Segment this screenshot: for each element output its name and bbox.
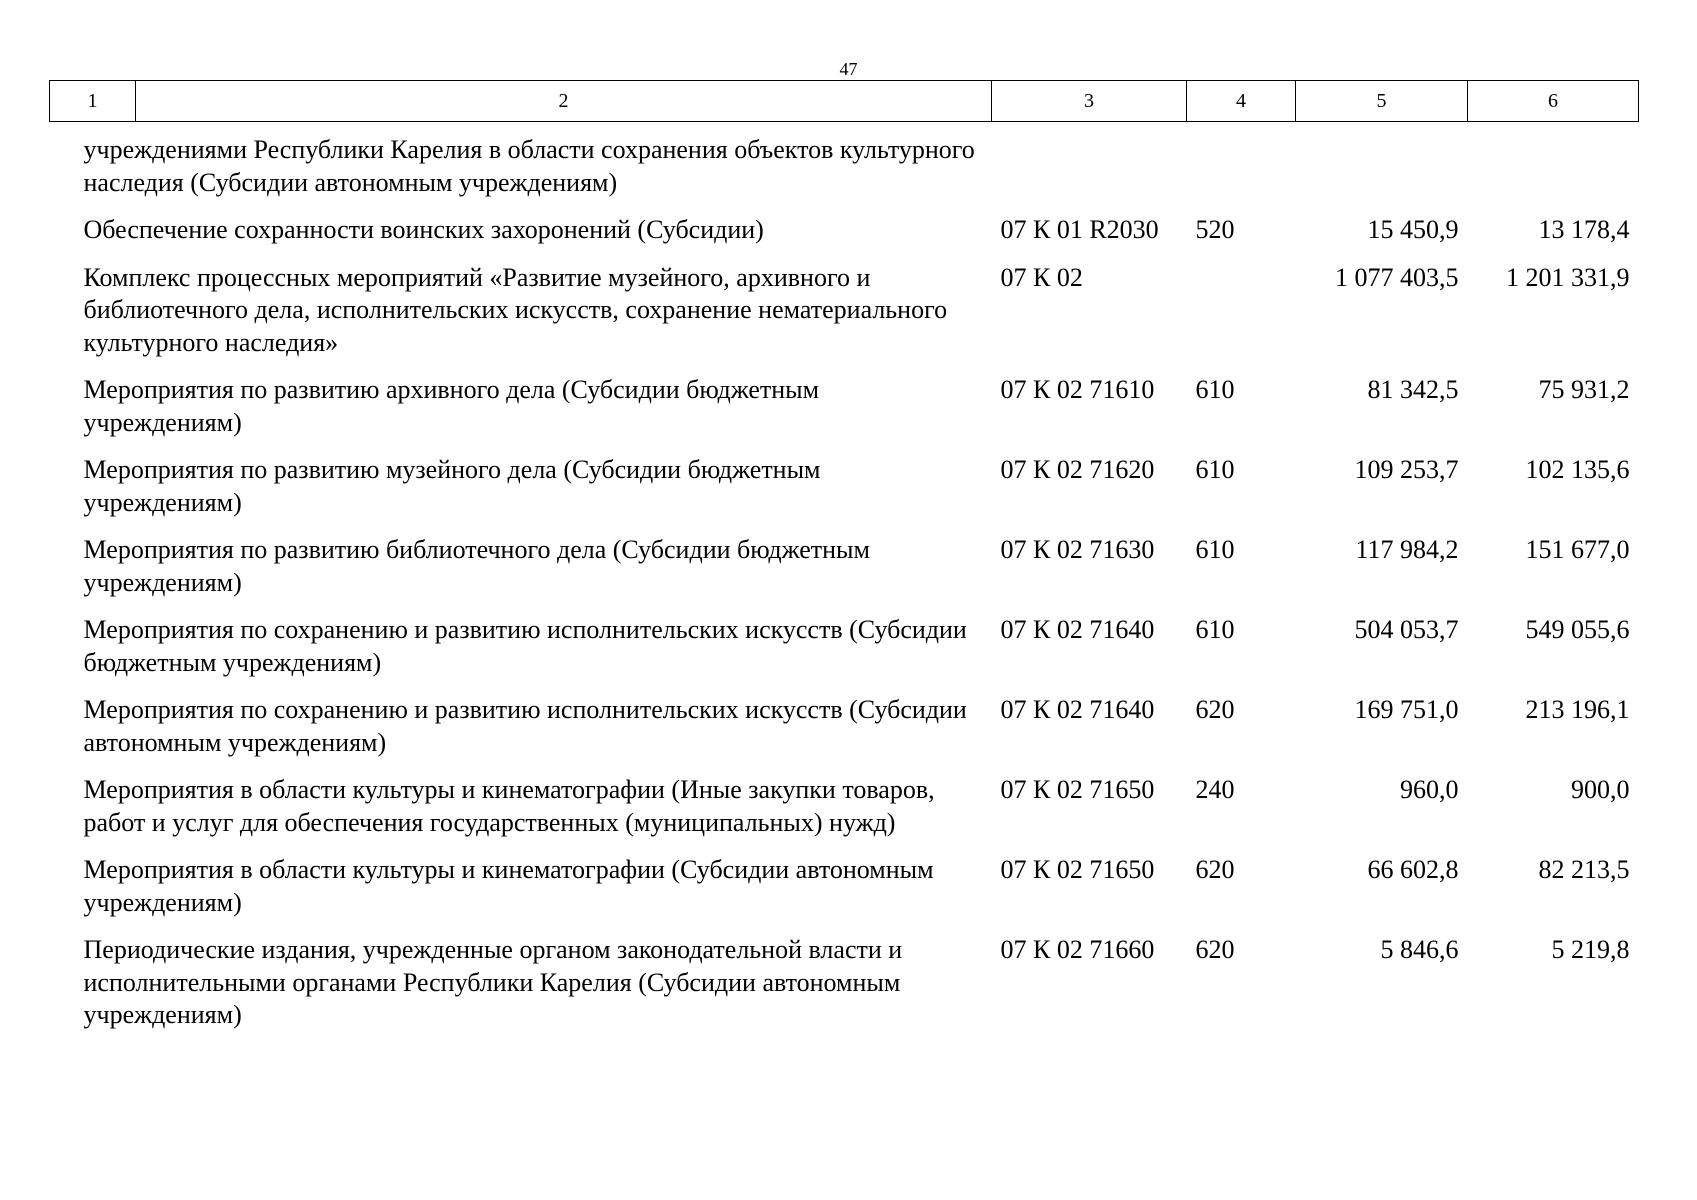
- row-expense-type: 620: [1195, 935, 1235, 964]
- row-value-5: [1296, 122, 1468, 200]
- row-code: 07 К 02 71640: [1000, 695, 1155, 724]
- row-value-6: 151 677,0: [1525, 535, 1630, 564]
- row-name: Периодические издания, учрежденные органом законодательной власти и исполнительными органами Республики Карелия (Субсидии автономным учреждениям): [83, 935, 903, 1029]
- row-code: 07 К 02: [1000, 262, 1083, 292]
- table-row: [50, 519, 1639, 599]
- row-code: 07 К 02 71650: [1000, 775, 1155, 804]
- table-row: [50, 122, 1639, 200]
- row-name: Обеспечение сохранности воинских захоронений (Субсидии): [83, 215, 764, 244]
- row-value-5: 504 053,7: [1354, 615, 1459, 644]
- column-header-3: 3: [992, 81, 1187, 122]
- row-name: Мероприятия по развитию музейного дела (Субсидии бюджетным учреждениям): [83, 455, 821, 517]
- row-code: 07 К 02 71610: [1000, 375, 1155, 404]
- row-value-5: 66 602,8: [1367, 855, 1459, 884]
- table-row: [50, 679, 1639, 759]
- row-code: 07 К 02 71640: [1000, 615, 1155, 644]
- row-name: Мероприятия по развитию архивного дела (Субсидии бюджетным учреждениям): [83, 375, 820, 437]
- row-value-6: 900,0: [1571, 775, 1630, 804]
- table-row: [50, 199, 1639, 247]
- page-number: 47: [839, 59, 858, 79]
- row-value-5: 1 077 403,5: [1335, 262, 1459, 292]
- row-expense-type: 610: [1195, 375, 1235, 404]
- table-row: [50, 759, 1639, 839]
- table-row: [50, 919, 1639, 1032]
- row-value-5: 15 450,9: [1367, 215, 1459, 244]
- row-expense-type: 610: [1195, 535, 1235, 564]
- row-expense-type: [1187, 247, 1296, 360]
- row-value-5: 109 253,7: [1354, 455, 1459, 484]
- row-value-6: 13 178,4: [1538, 215, 1630, 244]
- row-code: 07 К 02 71630: [1000, 535, 1155, 564]
- table-row: [50, 599, 1639, 679]
- row-value-6: 75 931,2: [1538, 375, 1630, 404]
- row-name: Мероприятия в области культуры и кинематографии (Иные закупки товаров, работ и услуг для обеспечения государственных (муниципальных) нужд): [83, 775, 935, 837]
- header-row: [50, 81, 1639, 122]
- row-code: 07 К 02 71650: [1000, 855, 1155, 884]
- column-header-6: 6: [1468, 81, 1639, 122]
- column-header-2: 2: [136, 81, 992, 122]
- row-value-5: 5 846,6: [1380, 935, 1459, 964]
- row-expense-type: 620: [1195, 855, 1235, 884]
- row-name: Мероприятия по сохранению и развитию исполнительских искусств (Субсидии автономным учреждениям): [83, 695, 967, 757]
- row-expense-type: 610: [1195, 455, 1235, 484]
- row-value-6: 1 201 331,9: [1506, 262, 1630, 292]
- table-row: [50, 439, 1639, 519]
- row-name: Мероприятия в области культуры и кинематографии (Субсидии автономным учреждениям): [83, 855, 934, 917]
- row-value-5: 117 984,2: [1355, 535, 1459, 564]
- table-body: [50, 122, 1639, 1032]
- table-row: [50, 247, 1639, 360]
- row-code: 07 К 02 71620: [1000, 455, 1155, 484]
- row-value-5: 169 751,0: [1354, 695, 1459, 724]
- table-row: [50, 839, 1639, 919]
- row-value-5: 81 342,5: [1367, 375, 1459, 404]
- row-name: учреждениями Республики Карелия в области сохранения объектов культурного наследия (Субсидии автономным учреждениям): [83, 135, 975, 197]
- table-header: [50, 81, 1639, 122]
- row-code: [992, 122, 1187, 200]
- row-code: 07 К 02 71660: [1000, 935, 1155, 964]
- column-header-5: 5: [1296, 81, 1468, 122]
- row-value-6: 5 219,8: [1551, 935, 1630, 964]
- column-header-1: 1: [50, 81, 136, 122]
- row-expense-type: 620: [1195, 695, 1235, 724]
- budget-table: [49, 80, 1639, 1032]
- row-expense-type: 520: [1195, 215, 1235, 244]
- row-value-6: 549 055,6: [1525, 615, 1630, 644]
- row-name: Комплекс процессных мероприятий «Развитие музейного, архивного и библиотечного дела, исполнительских искусств, сохранение нематериального культурного наследия»: [83, 262, 948, 357]
- table-row: [50, 359, 1639, 439]
- row-name: Мероприятия по развитию библиотечного дела (Субсидии бюджетным учреждениям): [83, 535, 870, 597]
- row-value-6: [1468, 122, 1639, 200]
- row-value-6: 82 213,5: [1538, 855, 1630, 884]
- row-name: Мероприятия по сохранению и развитию исполнительских искусств (Субсидии бюджетным учреждениям): [83, 615, 967, 677]
- column-header-4: 4: [1187, 81, 1296, 122]
- row-expense-type: 240: [1195, 775, 1235, 804]
- row-expense-type: [1187, 122, 1296, 200]
- row-value-6: 102 135,6: [1525, 455, 1630, 484]
- row-code: 07 К 01 R2030: [1000, 215, 1159, 244]
- row-value-5: 960,0: [1400, 775, 1459, 804]
- row-expense-type: 610: [1195, 615, 1235, 644]
- row-value-6: 213 196,1: [1525, 695, 1630, 724]
